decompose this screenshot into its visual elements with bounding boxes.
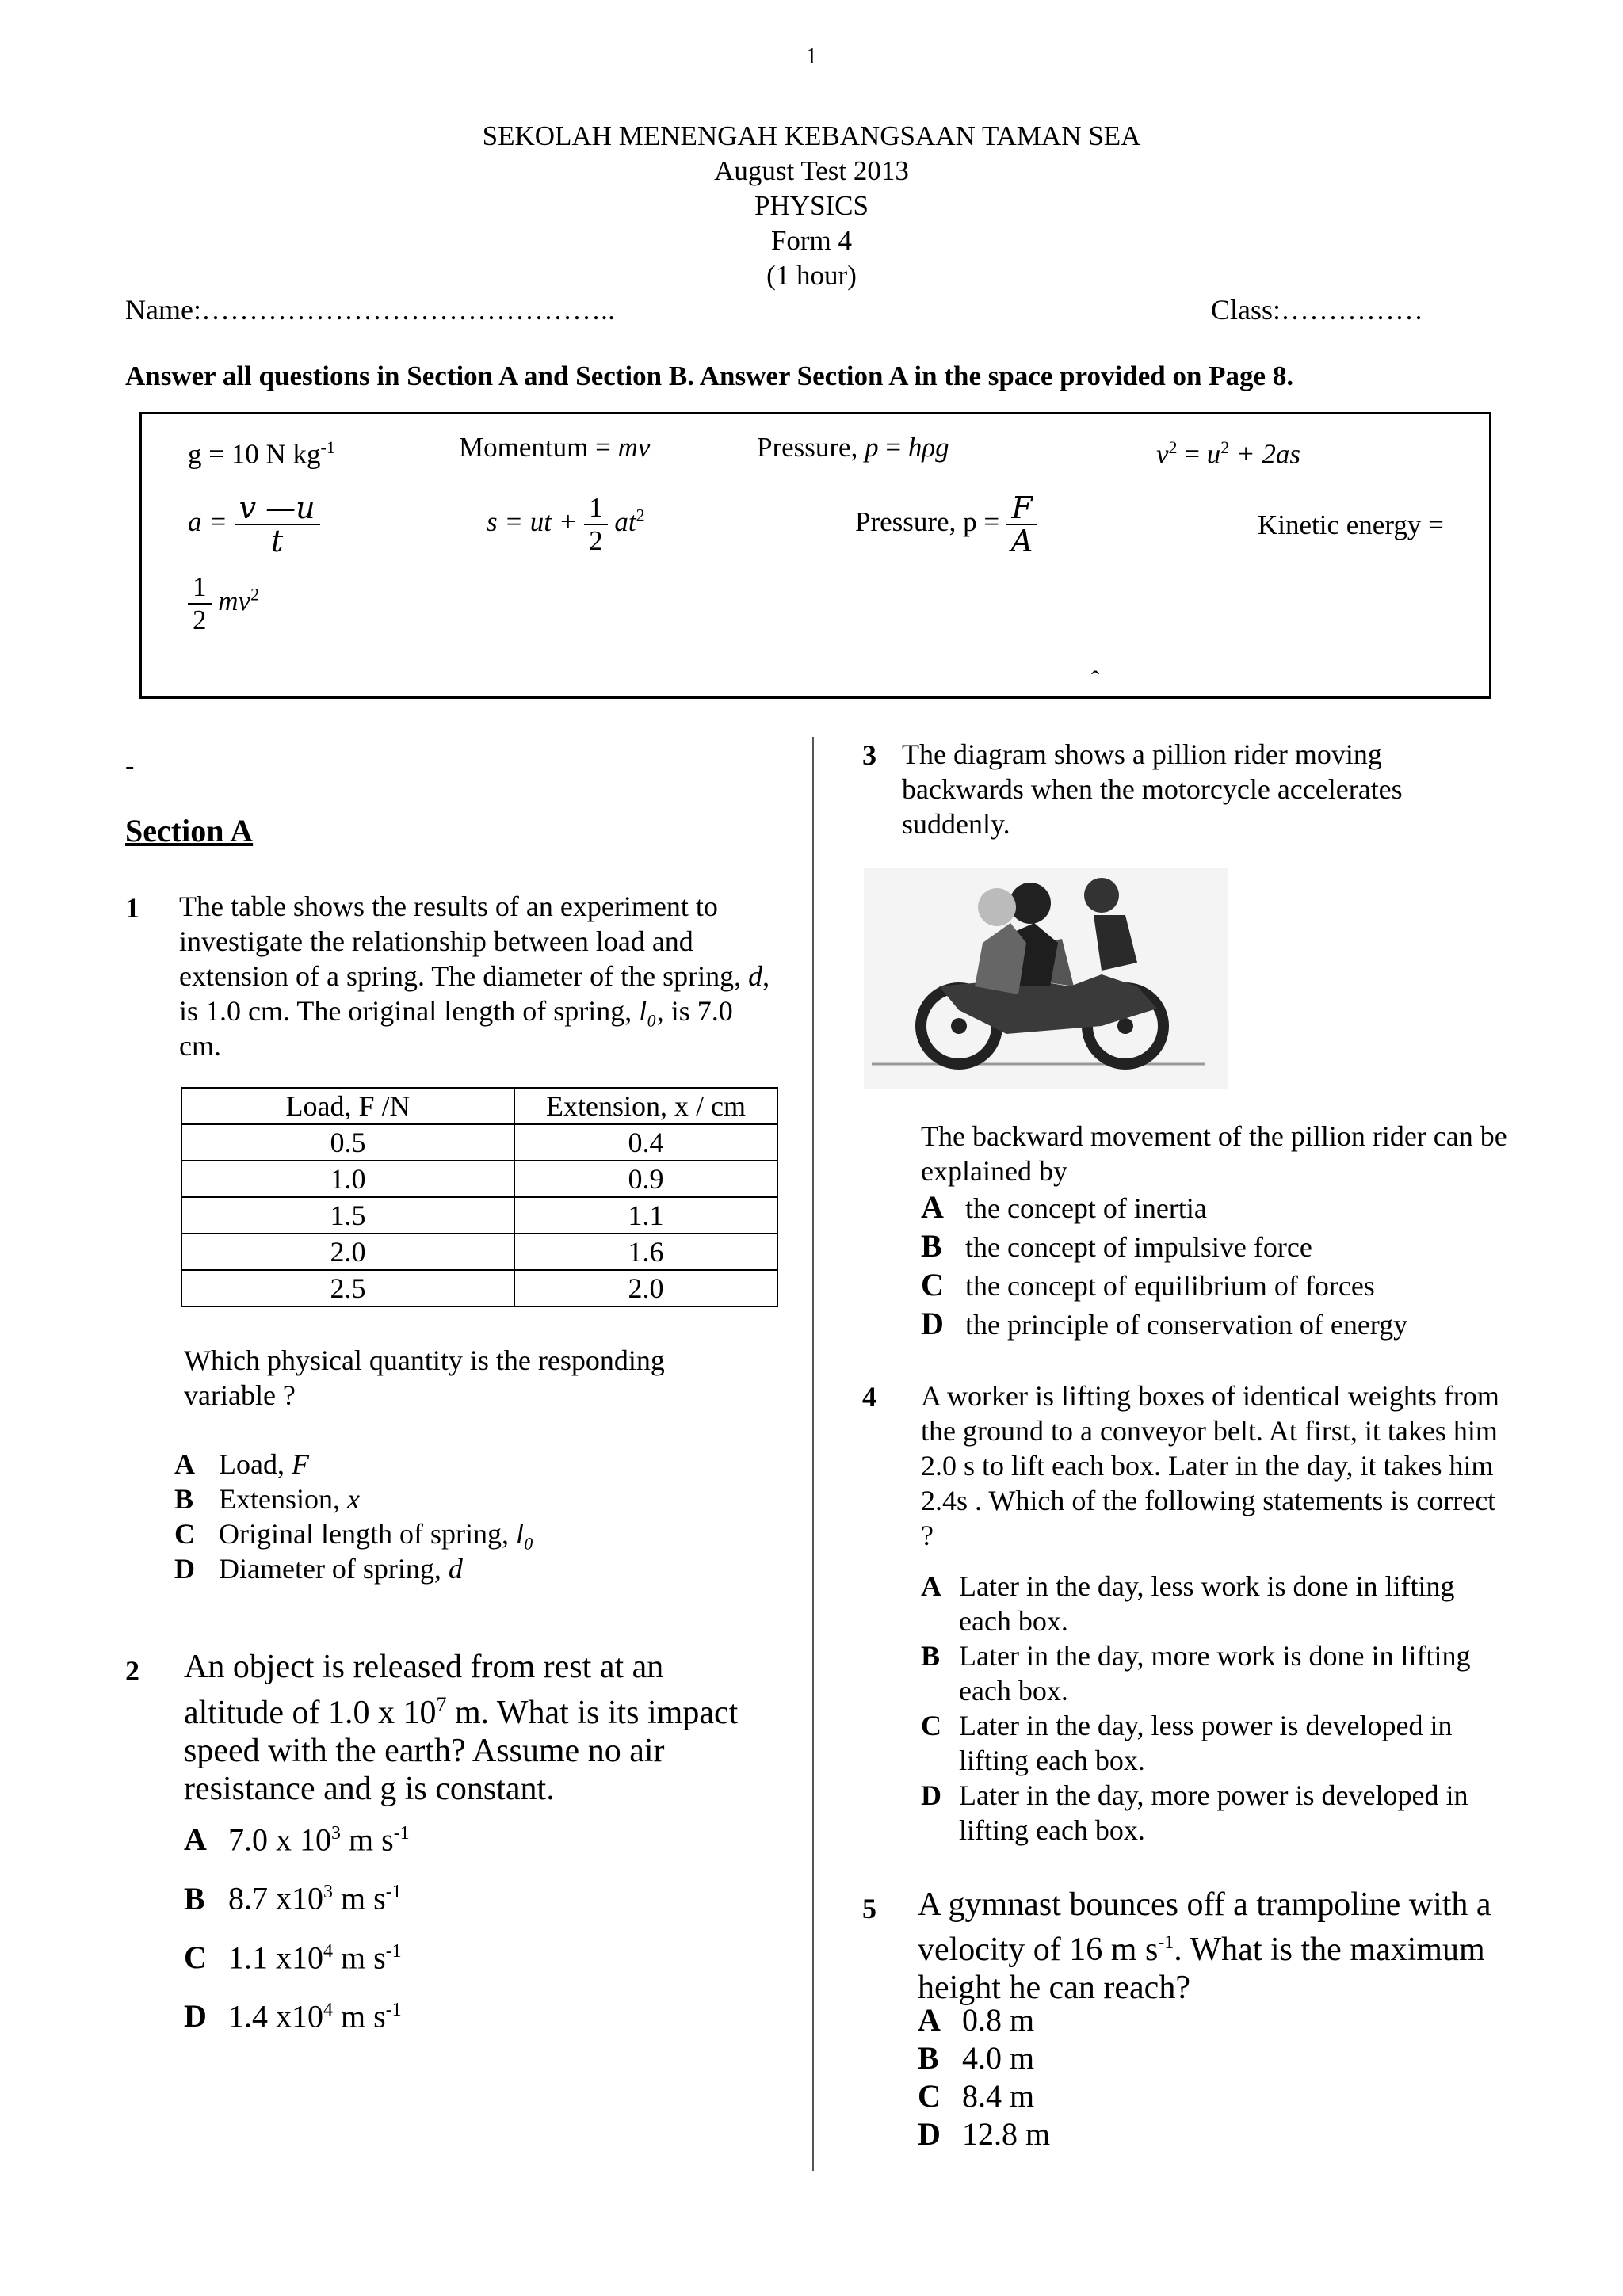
option-d[interactable]: D Diameter of spring, d	[174, 1553, 463, 1585]
duration: (1 hour)	[766, 260, 857, 291]
formula-momentum: Momentum = mv	[459, 432, 651, 463]
q5-text: A gymnast bounces off a trampoline with a velocity of 16 m $s^{-1}$. What is the maximum height he can reach?	[918, 1886, 1491, 2006]
table-cell: 0.4	[514, 1124, 777, 1161]
q4-text: A worker is lifting boxes of identical weights from the ground to a conveyor belt. At first, it takes him 2.0 s to lift each box. Later in the day, it takes him 2.4s . Which of the following statements is correct ?	[921, 1380, 1499, 1551]
table-row	[181, 1234, 777, 1270]
option-a[interactable]: A 7.0 x $10^3$ m $s^{-1}$	[184, 1821, 410, 1858]
option-a[interactable]: A the concept of inertia	[921, 1189, 1207, 1225]
fraction: $\frac{v —u}{t}$	[235, 492, 320, 557]
page-number: 1	[806, 44, 817, 69]
formula-pressure: Pressure, p = hρg	[757, 432, 949, 463]
option-c[interactable]: C the concept of equilibrium of forces	[921, 1267, 1375, 1302]
form-level: Form 4	[770, 225, 853, 256]
table-row	[181, 1124, 777, 1161]
formula-kinetic-energy-expr: $\frac{1}{2}$ $mv^2$	[188, 571, 259, 636]
table-cell: 2.0	[181, 1234, 514, 1270]
table-cell: 1.6	[514, 1234, 777, 1270]
section-title: Section A	[125, 813, 254, 849]
option-d[interactable]: D Later in the day, more power is developed in lifting each box.	[921, 1779, 1468, 1846]
q4-number: 4	[862, 1381, 876, 1413]
school-name: SEKOLAH MENENGAH KEBANGSAAN TAMAN SEA	[482, 120, 1141, 151]
name-field: Name:……………………………………..	[125, 294, 615, 326]
option-d[interactable]: D the principle of conservation of energy	[921, 1306, 1408, 1341]
option-d[interactable]: D 1.4 $x10^4$ m $s^{-1}$	[184, 1998, 402, 2035]
column-divider	[812, 737, 814, 2171]
class-field: Class:……………	[1211, 294, 1424, 326]
fraction: $\frac{1}{2}$	[584, 492, 608, 557]
formula-box	[139, 412, 1491, 699]
formula-kinetic-energy: Kinetic energy =	[1258, 509, 1444, 540]
option-b[interactable]: B Extension, x	[174, 1483, 360, 1515]
q3-text: The diagram shows a pillion rider moving backwards when the motorcycle accelerates suddenly.	[902, 738, 1403, 840]
formula-g: g = 10 N $kg^{-1}$	[188, 437, 335, 470]
test-name: August Test 2013	[714, 155, 909, 186]
column-header: Extension, x / cm	[514, 1088, 777, 1124]
option-b[interactable]: B the concept of impulsive force	[921, 1228, 1312, 1264]
fraction: $\frac{1}{2}$	[188, 571, 212, 636]
table-cell: 0.9	[514, 1161, 777, 1197]
formula-pressure-area: Pressure, p = $\frac{F}{A}$	[855, 492, 1037, 557]
table-row	[181, 1270, 777, 1306]
option-a[interactable]: A Later in the day, less work is done in lifting each box.	[921, 1570, 1455, 1637]
table-row	[181, 1161, 777, 1197]
option-b[interactable]: B 8.7 $x10^3$ m $s^{-1}$	[184, 1880, 402, 1917]
fraction: $\frac{F}{A}$	[1006, 492, 1037, 557]
motorcycle-illustration	[864, 868, 1228, 1089]
table-cell: 0.5	[181, 1124, 514, 1161]
option-b[interactable]: B 4.0 m	[918, 2040, 1035, 2076]
option-c[interactable]: C 1.1 $x10^4$ m $s^{-1}$	[184, 1939, 402, 1975]
table-cell: 1.1	[514, 1197, 777, 1234]
stray-dash: -	[125, 751, 135, 780]
option-c[interactable]: C 8.4 m	[918, 2078, 1035, 2114]
option-a[interactable]: A Load, F	[174, 1448, 309, 1480]
option-c[interactable]: C Original length of spring, l₀	[174, 1518, 534, 1550]
table-header	[181, 1088, 777, 1124]
q2-number: 2	[125, 1655, 139, 1687]
q5-options	[918, 2001, 1050, 2153]
option-c[interactable]: C Later in the day, less power is developed in lifting each box.	[921, 1710, 1453, 1776]
q2-text: An object is released from rest at an altitude of 1.0 x $10^7$ m. What is its impact speed with the earth? Assume no air resistance and g is constant.	[184, 1649, 739, 1807]
table-cell: 1.0	[181, 1161, 514, 1197]
option-b[interactable]: B Later in the day, more work is done in lifting each box.	[921, 1640, 1471, 1707]
table-cell: 1.5	[181, 1197, 514, 1234]
q1-number: 1	[125, 892, 139, 924]
q5-number: 5	[862, 1893, 876, 1924]
option-a[interactable]: A 0.8 m	[918, 2002, 1035, 2038]
q1-table	[181, 1087, 778, 1307]
q3-number: 3	[862, 739, 876, 771]
q1-options	[174, 1447, 533, 1586]
table-cell: 2.5	[181, 1270, 514, 1306]
table-row	[181, 1197, 777, 1234]
q4-options	[921, 1569, 1507, 1848]
stray-mark: ˆ	[1091, 666, 1099, 692]
formula-kinematics: $v^2 = u^2 + 2as$	[1156, 437, 1301, 470]
subject: PHYSICS	[754, 190, 869, 221]
formula-displacement: s = ut + $\frac{1}{2}$ $at^2$	[487, 492, 645, 556]
option-d[interactable]: D 12.8 m	[918, 2116, 1051, 2152]
column-header: Load, F /N	[181, 1088, 514, 1124]
q3-question: The backward movement of the pillion rider can be explained by	[921, 1120, 1507, 1187]
motorcycle-diagram	[864, 868, 1228, 1089]
instruction: Answer all questions in Section A and Section B. Answer Section A in the space provided on Page 8.	[125, 360, 1294, 391]
exam-header	[0, 119, 1623, 293]
table-cell: 2.0	[514, 1270, 777, 1306]
q2-options	[184, 1814, 410, 2035]
formula-acceleration: a = $\frac{v —u}{t}$	[188, 492, 320, 557]
q1-question: Which physical quantity is the responding variable ?	[184, 1344, 665, 1411]
q3-options	[921, 1188, 1407, 1344]
q1-text: The table shows the results of an experiment to investigate the relationship between load and extension of a spring. The diameter of the spring, d, is 1.0 cm. The original length of spring, l₀, is 7.0 cm.	[179, 891, 770, 1062]
